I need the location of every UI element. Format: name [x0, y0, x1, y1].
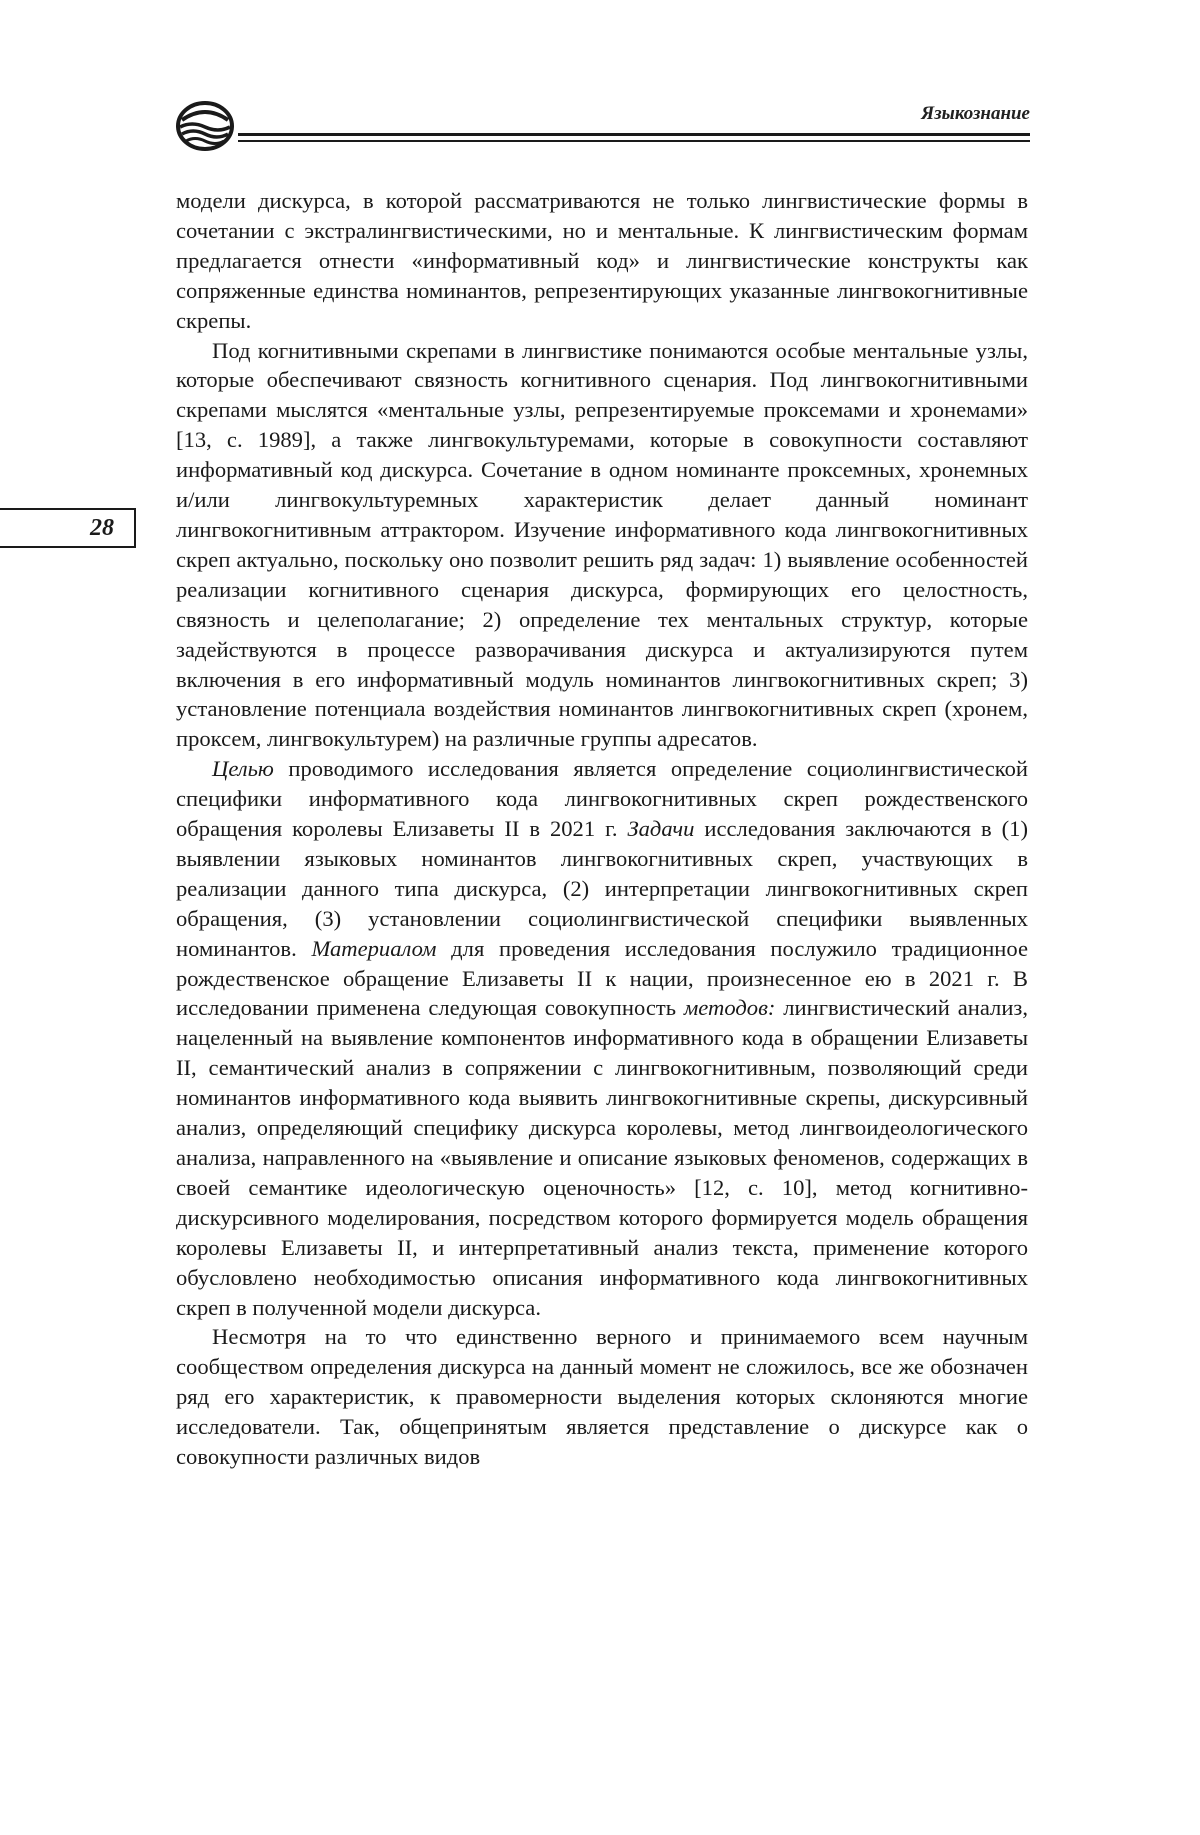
paragraph: [176, 754, 1028, 1322]
paragraph: [176, 186, 1028, 336]
italic-term: Материалом: [311, 935, 437, 961]
italic-term: Задачи: [627, 816, 695, 842]
header-rule-thick: [238, 133, 1030, 136]
paragraph: [176, 336, 1028, 755]
text-run: для проведения исследования послужило традиционное рождественское обращение Елизаветы II к нации, произнесенное ею в 2021 г. В исследовании применена следующая совокупность: [176, 935, 1028, 1021]
text-run: исследования заключаются в (1) выявлении языковых номинантов лингвокогнитивных скреп, участвующих в реализации данного типа дискурса, (2) интерпретации лингвокогнитивных скреп обращения, (3) установлении социолингвистической специфики выявленных номинантов.: [176, 816, 1028, 961]
running-header: [168, 95, 1030, 155]
italic-term: Целью: [212, 756, 274, 782]
page-number: 28: [90, 514, 114, 541]
text-run: модели дискурса, в которой рассматриваются не только лингвистические формы в сочетании с экстралингвистическими, но и ментальные. К лингвистическим формам предлагается отнести «информативный код» и лингвистические конструкты как сопряженные единства номинантов, репрезентирующих указанные лингвокогнитивные скрепы.: [176, 188, 1028, 333]
text-run: Несмотря на то что единственно верного и принимаемого всем научным сообществом определения дискурса на данный момент не сложилось, все же обозначен ряд его характеристик, к правомерности выделения которых склоняются многие исследователи. Так, общепринятым является представление о дискурсе как о совокупности различных видов: [176, 1324, 1028, 1470]
paragraph: [176, 1322, 1028, 1472]
italic-term: методов:: [683, 995, 776, 1021]
text-run: лингвистический анализ, нацеленный на выявление компонентов информативного кода в обращении Елизаветы II, семантический анализ в сопряжении с лингвокогнитивным, позволяющий среди номинантов информативного кода выявить лингвокогнитивные скрепы, дискурсивный анализ, определяющий специфику дискурса королевы, метод лингвоидеологического анализа, направленного на «выявление и описание языковых феноменов, содержащих в своей семантике идеологическую оценочность» [12, с. 10], метод когнитивно-дискурсивного моделирования, посредством которого формируется модель обращения королевы Елизаветы II, и интерпретативный анализ текста, применение которого обусловлено необходимостью описания информативного кода лингвокогнитивных скреп в полученной модели дискурса.: [176, 995, 1028, 1320]
page-number-tab: [0, 508, 136, 548]
journal-logo-icon: [174, 100, 236, 152]
body-text: [176, 186, 1028, 1472]
text-run: Под когнитивными скрепами в лингвистике понимаются особые ментальные узлы, которые обеспечивают связность когнитивного сценария. Под лингвокогнитивными скрепами мыслятся «ментальные узлы, репрезентируемые проксемами и хронемами» [13, с. 1989], а также лингвокультуремами, которые в совокупности составляют информативный код дискурса. Сочетание в одном номинанте проксемных, хронемных и/или лингвокультуремных характеристик делает данный номинант лингвокогнитивным аттрактором. Изучение информативного кода лингвокогнитивных скреп актуально, поскольку оно позволит решить ряд задач: 1) выявление особенностей реализации когнитивного сценария дискурса, формирующих его целостность, связность и целеполагание; 2) определение тех ментальных структур, которые задействуются в процессе разворачивания дискурса и актуализируются путем включения в его информативный модуль номинантов лингвокогнитивных скреп; 3) установление потенциала воздействия номинантов лингвокогнитивных скреп (хронем, проксем, лингвокультурем) на различные группы адресатов.: [176, 337, 1028, 752]
text-run: проводимого исследования является определение социолингвистической специфики информативного кода лингвокогнитивных скреп рождественского обращения королевы Елизаветы II в 2021 г.: [176, 756, 1028, 842]
section-title: Языкознание: [921, 103, 1030, 124]
header-rule-thin: [238, 140, 1030, 142]
